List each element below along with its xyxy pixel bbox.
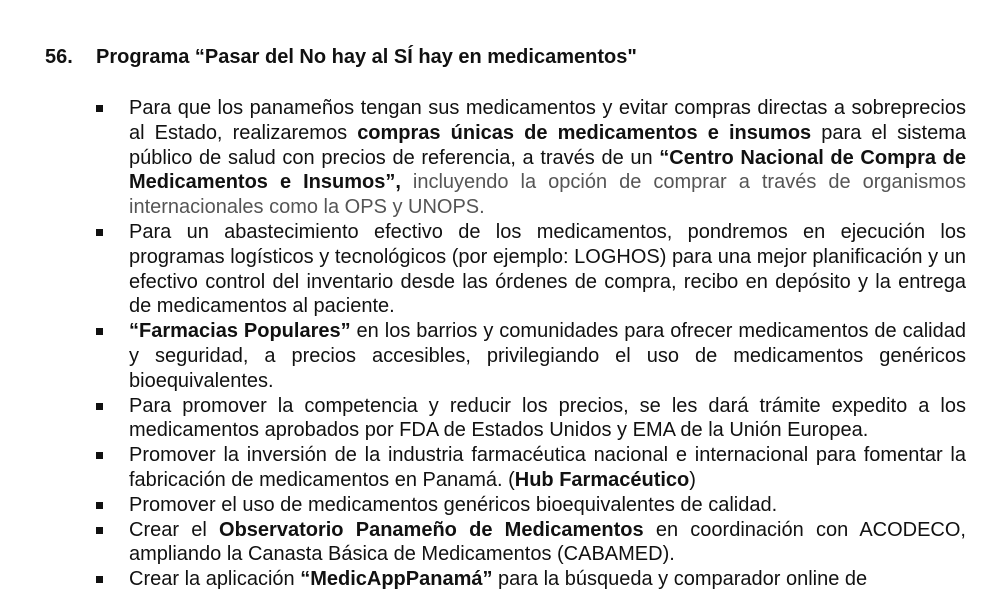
bullet-square-icon [96, 576, 103, 583]
bullet-text: Crear la aplicación [129, 568, 301, 591]
bullet-text: en coordinación con ACODECO, ampliando la Canasta Básica de Medicamentos (CABAMED). [129, 518, 966, 566]
bullet-item-central-purchasing [92, 96, 966, 220]
bullet-bold-text: Observatorio Panameño de Medicamentos [219, 518, 644, 541]
bullet-text: Para que los panameños tengan sus medicamentos y evitar compras directas a sobreprecios al Estado, realizaremos [129, 97, 966, 144]
bullet-item-expedited-approval [92, 394, 966, 444]
bullet-item-pharma-hub [92, 443, 966, 493]
bullet-text: Para un abastecimiento efectivo de los medicamentos, pondremos en ejecución los programas logísticos y tecnológicos (por ejemplo: LOGHOS) para una mejor planificación y un efectivo control del inventario desde las órdenes de compra, recibo en depósito y la entrega de medicamentos al paciente. [129, 220, 966, 318]
bullet-text: para el sistema público de salud con precios de referencia, a través de un [129, 121, 966, 169]
bullet-item-medicapp [92, 567, 966, 592]
bullet-list [92, 96, 966, 592]
bullet-text: Para promover la competencia y reducir los precios, se les dará trámite expedito a los medicamentos aprobados por FDA de Estados Unidos y EMA de la Unión Europea. [129, 394, 966, 442]
bullet-item-generics [92, 493, 966, 518]
section-title: Programa “Pasar del No hay al SÍ hay en medicamentos" [96, 46, 637, 68]
bullet-text: Promover la inversión de la industria farmacéutica nacional e internacional para fomentar la fabricación de medicamentos en Panamá. ( [129, 444, 966, 491]
bullet-bold-text: compras únicas de medicamentos e insumos [357, 121, 812, 144]
bullet-bold-text: “Farmacias Populares” [129, 320, 351, 343]
bullet-item-popular-pharmacies [92, 319, 966, 393]
bullet-text: para la búsqueda y comparador online de [492, 568, 868, 591]
bullet-square-icon [96, 403, 103, 410]
bullet-text: Promover el uso de medicamentos genéricos bioequivalentes de calidad. [129, 493, 778, 516]
bullet-item-logistics [92, 220, 966, 319]
bullet-square-icon [96, 229, 103, 236]
bullet-square-icon [96, 452, 103, 459]
bullet-square-icon [96, 328, 103, 335]
bullet-text: Crear el [129, 518, 220, 541]
bullet-square-icon [96, 105, 103, 112]
bullet-bold-text: Hub Farmacéutico [514, 468, 690, 491]
bullet-text: incluyendo la opción de comprar a través de organismos internacionales como la OPS y UNOPS. [129, 171, 966, 219]
bullet-bold-text: “MedicAppPanamá” [300, 568, 493, 591]
bullet-bold-text: “Centro Nacional de Compra de Medicamentos e Insumos”, [129, 146, 966, 194]
section-heading [45, 44, 637, 70]
bullet-text: ) [689, 468, 696, 491]
bullet-item-observatory [92, 518, 966, 568]
bullet-square-icon [96, 527, 103, 534]
bullet-square-icon [96, 502, 103, 509]
section-number: 56. [45, 46, 73, 68]
bullet-text: en los barrios y comunidades para ofrecer medicamentos de calidad y seguridad, a precios accesibles, privilegiando el uso de medicamentos genéricos bioequivalentes. [129, 320, 966, 392]
